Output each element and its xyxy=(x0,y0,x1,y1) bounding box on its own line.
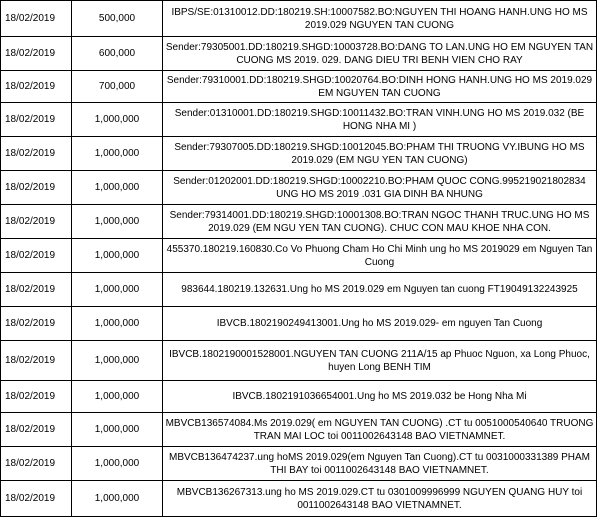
amount-cell: 1,000,000 xyxy=(72,481,163,517)
amount-cell: 1,000,000 xyxy=(72,171,163,205)
table-row xyxy=(1,1,597,37)
date-cell: 18/02/2019 xyxy=(1,307,72,341)
date-cell: 18/02/2019 xyxy=(1,273,72,307)
description-cell: Sender:79307005.DD:180219.SHGD:10012045.BO:PHAM THI TRUONG VY.IBUNG HO MS 2019.029 (EM NGU YEN TAN CUONG) xyxy=(163,137,597,171)
description-cell: MBVCB136574084.Ms 2019.029( em NGUYEN TAN CUONG) .CT tu 0051000540640 TRUONG TRAN MAI LOC toi 0011002643148 BAO VIETNAMNET. xyxy=(163,413,597,447)
date-cell: 18/02/2019 xyxy=(1,137,72,171)
table-row xyxy=(1,71,597,103)
date-cell: 18/02/2019 xyxy=(1,1,72,37)
table-row xyxy=(1,273,597,307)
table-row xyxy=(1,413,597,447)
date-cell: 18/02/2019 xyxy=(1,103,72,137)
table-row xyxy=(1,171,597,205)
amount-cell: 1,000,000 xyxy=(72,341,163,381)
description-cell: IBVCB.1802190001528001.NGUYEN TAN CUONG 211A/15 ap Phuoc Nguon, xa Long Phuoc, huyen Long BENH TIM xyxy=(163,341,597,381)
description-cell: MBVCB136267313.ung ho MS 2019.029.CT tu 0301009996999 NGUYEN QUANG HUY toi 0011002643148 BAO VIETNAMNET. xyxy=(163,481,597,517)
description-cell: IBVCB.1802191036654001.Ung ho MS 2019.032 be Hong Nha Mi xyxy=(163,381,597,413)
table-row xyxy=(1,481,597,517)
description-cell: Sender:79310001.DD:180219.SHGD:10020764.BO:DINH HONG HANH.UNG HO MS 2019.029 EM NGUYEN TAN CUONG xyxy=(163,71,597,103)
description-cell: IBPS/SE:01310012.DD:180219.SH:10007582.BO:NGUYEN THI HOANG HANH.UNG HO MS 2019.029 NGUYEN TAN CUONG xyxy=(163,1,597,37)
date-cell: 18/02/2019 xyxy=(1,381,72,413)
transactions-body xyxy=(1,1,597,517)
amount-cell: 1,000,000 xyxy=(72,413,163,447)
description-cell: Sender:01202001.DD:180219.SHGD:10002210.BO:PHAM QUOC CONG.995219021802834 UNG HO MS 2019 .031 GIA DINH BA NHUNG xyxy=(163,171,597,205)
date-cell: 18/02/2019 xyxy=(1,481,72,517)
date-cell: 18/02/2019 xyxy=(1,413,72,447)
amount-cell: 1,000,000 xyxy=(72,381,163,413)
amount-cell: 700,000 xyxy=(72,71,163,103)
amount-cell: 1,000,000 xyxy=(72,273,163,307)
date-cell: 18/02/2019 xyxy=(1,341,72,381)
table-row xyxy=(1,239,597,273)
description-cell: MBVCB136474237.ung hoMS 2019.029(em Nguyen Tan Cuong).CT tu 0031000331389 PHAM THI BAY toi 0011002643148 BAO VIETNAMNET. xyxy=(163,447,597,481)
table-row xyxy=(1,307,597,341)
table-row xyxy=(1,341,597,381)
description-cell: Sender:01310001.DD:180219.SHGD:10011432.BO:TRAN VINH.UNG HO MS 2019.032 (BE HONG NHA MI ) xyxy=(163,103,597,137)
amount-cell: 1,000,000 xyxy=(72,447,163,481)
description-cell: IBVCB.1802190249413001.Ung ho MS 2019.029- em nguyen Tan Cuong xyxy=(163,307,597,341)
table-row xyxy=(1,137,597,171)
table-row xyxy=(1,205,597,239)
amount-cell: 1,000,000 xyxy=(72,137,163,171)
description-cell: Sender:79305001.DD:180219.SHGD:10003728.BO:DANG TO LAN.UNG HO EM NGUYEN TAN CUONG MS 2019. 029. DANG DIEU TRI BENH VIEN CHO RAY xyxy=(163,37,597,71)
date-cell: 18/02/2019 xyxy=(1,37,72,71)
amount-cell: 1,000,000 xyxy=(72,239,163,273)
table-row xyxy=(1,381,597,413)
date-cell: 18/02/2019 xyxy=(1,447,72,481)
date-cell: 18/02/2019 xyxy=(1,71,72,103)
table-row xyxy=(1,447,597,481)
table-row xyxy=(1,37,597,71)
description-cell: 455370.180219.160830.Co Vo Phuong Cham Ho Chi Minh ung ho MS 2019029 em Nguyen Tan Cuong xyxy=(163,239,597,273)
description-cell: Sender:79314001.DD:180219.SHGD:10001308.BO:TRAN NGOC THANH TRUC.UNG HO MS 2019.029 (EM NGU YEN TAN CUONG). CHUC CON MAU KHOE NHA CON. xyxy=(163,205,597,239)
date-cell: 18/02/2019 xyxy=(1,239,72,273)
amount-cell: 1,000,000 xyxy=(72,103,163,137)
description-cell: 983644.180219.132631.Ung ho MS 2019.029 em Nguyen tan cuong FT19049132243925 xyxy=(163,273,597,307)
amount-cell: 1,000,000 xyxy=(72,307,163,341)
table-row xyxy=(1,103,597,137)
date-cell: 18/02/2019 xyxy=(1,205,72,239)
amount-cell: 1,000,000 xyxy=(72,205,163,239)
date-cell: 18/02/2019 xyxy=(1,171,72,205)
amount-cell: 500,000 xyxy=(72,1,163,37)
amount-cell: 600,000 xyxy=(72,37,163,71)
